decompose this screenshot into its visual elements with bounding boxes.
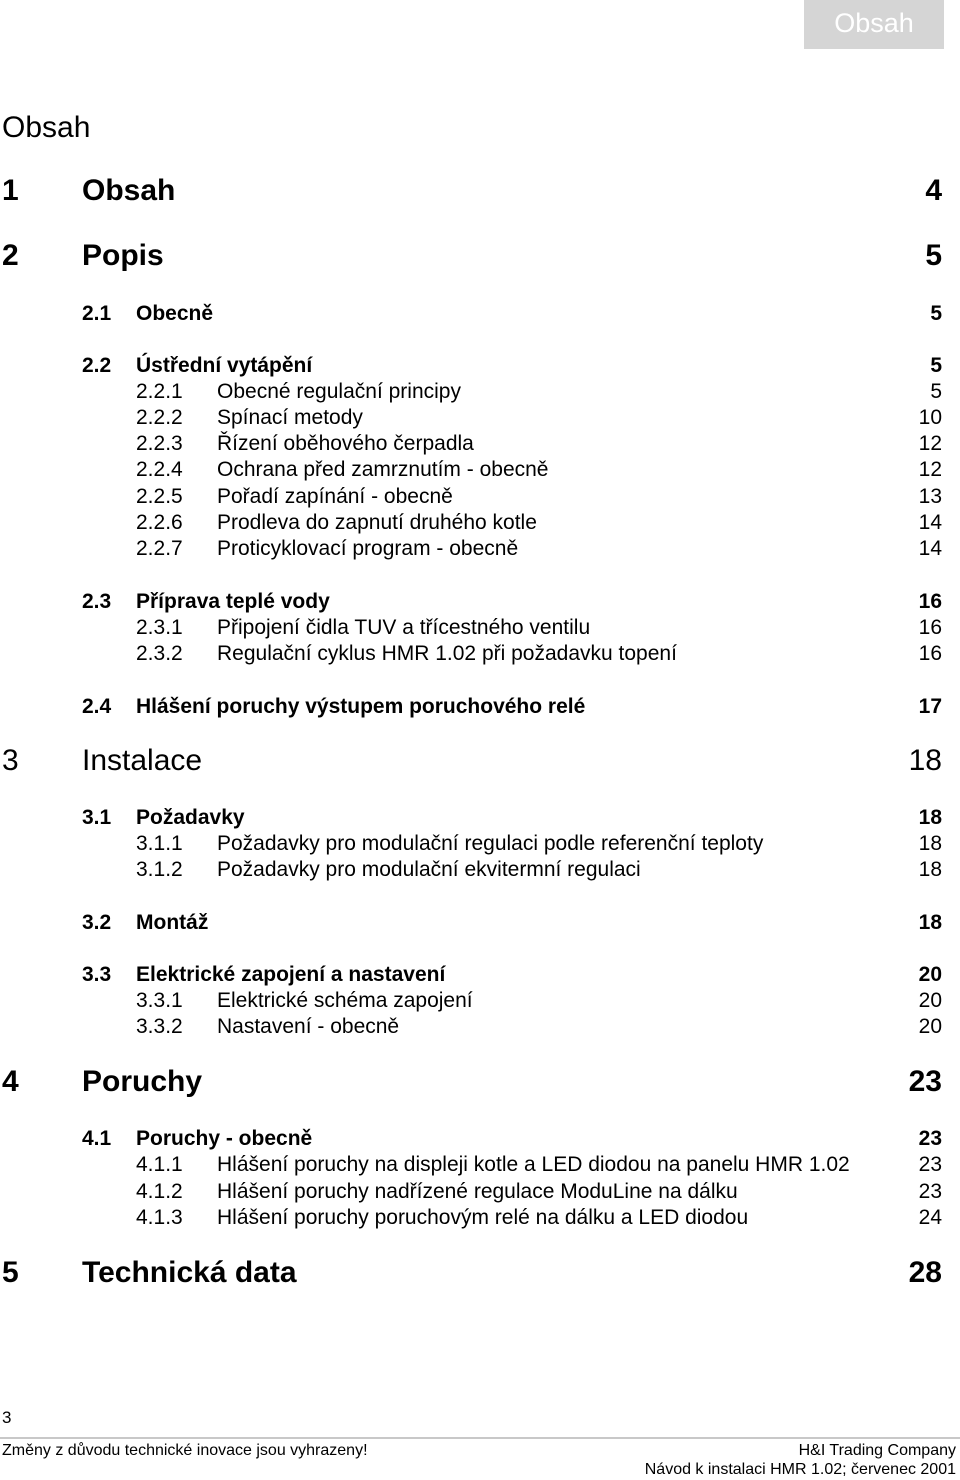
page-number: 3 [2, 1408, 12, 1427]
toc-title: Regulační cyklus HMR 1.02 při požadavku topení [217, 642, 677, 665]
header-section-tab: Obsah [804, 0, 944, 49]
toc-page: 16 [918, 642, 942, 665]
footer-disclaimer: Změny z důvodu technické inovace jsou vyhrazeny! [2, 1442, 368, 1459]
toc-page: 5 [930, 354, 942, 377]
toc-number: 2.2.3 [136, 432, 183, 455]
toc-number: 2.2.4 [136, 458, 183, 481]
toc-number: 2.4 [82, 695, 112, 718]
toc-number: 3.1.2 [136, 858, 183, 881]
toc-number: 3.1 [82, 806, 112, 829]
toc-page: 18 [918, 806, 942, 829]
toc-number: 2.2.5 [136, 485, 183, 508]
toc-title: Požadavky pro modulační regulaci podle referenční teploty [217, 832, 764, 855]
toc-page: 14 [918, 511, 942, 534]
toc-title: Spínací metody [217, 406, 363, 429]
toc-number: 3.3 [82, 963, 112, 986]
toc-title: Instalace [82, 744, 203, 777]
toc-title: Ústřední vytápění [136, 354, 313, 377]
toc-title: Poruchy [82, 1065, 203, 1098]
toc-title: Hlášení poruchy výstupem poruchového relé [136, 695, 586, 718]
toc-page: 24 [918, 1206, 942, 1229]
toc-page: 18 [908, 744, 942, 777]
toc-number: 5 [2, 1256, 19, 1289]
toc-number: 4.1.1 [136, 1153, 183, 1176]
toc-page: 18 [918, 832, 942, 855]
page-title: Obsah [2, 111, 91, 144]
toc-page: 23 [918, 1153, 942, 1176]
toc-number: 4 [2, 1065, 19, 1098]
toc-number: 2.3.1 [136, 616, 183, 639]
toc-number: 3.3.1 [136, 989, 183, 1012]
toc-title: Proticyklovací program - obecně [217, 537, 519, 560]
toc-title: Popis [82, 239, 164, 272]
toc-title: Technická data [82, 1256, 297, 1289]
toc-number: 3.3.2 [136, 1015, 183, 1038]
toc-page: 23 [918, 1180, 942, 1203]
footer-divider [0, 1437, 960, 1439]
toc-title: Požadavky [136, 806, 245, 829]
toc-page: 5 [930, 380, 942, 403]
toc-page: 23 [918, 1127, 942, 1150]
toc-number: 2.2.6 [136, 511, 183, 534]
toc-title: Poruchy - obecně [136, 1127, 313, 1150]
toc-title: Připojení čidla TUV a třícestného ventilu [217, 616, 591, 639]
toc-number: 2.1 [82, 302, 112, 325]
toc-number: 1 [2, 174, 19, 207]
toc-page: 5 [930, 302, 942, 325]
toc-title: Příprava teplé vody [136, 590, 330, 613]
toc-page: 28 [908, 1256, 942, 1289]
toc-page: 20 [918, 963, 942, 986]
toc-title: Hlášení poruchy na displeji kotle a LED diodou na panelu HMR 1.02 [217, 1153, 850, 1176]
toc-title: Požadavky pro modulační ekvitermní regulaci [217, 858, 641, 881]
toc-page: 20 [918, 1015, 942, 1038]
toc-number: 4.1.2 [136, 1180, 183, 1203]
toc-page: 16 [918, 616, 942, 639]
toc-title: Elektrické schéma zapojení [217, 989, 473, 1012]
toc-number: 3.1.1 [136, 832, 183, 855]
toc-page: 17 [918, 695, 942, 718]
toc-title: Hlášení poruchy nadřízené regulace ModuLine na dálku [217, 1180, 738, 1203]
toc-number: 2.2.2 [136, 406, 183, 429]
toc-number: 4.1.3 [136, 1206, 183, 1229]
toc-title: Pořadí zapínání - obecně [217, 485, 453, 508]
toc-number: 3 [2, 744, 19, 777]
toc-title: Ochrana před zamrznutím - obecně [217, 458, 549, 481]
toc-page: 12 [918, 432, 942, 455]
toc-number: 2.3.2 [136, 642, 183, 665]
toc-title: Obsah [82, 174, 176, 207]
toc-page: 13 [918, 485, 942, 508]
toc-number: 3.2 [82, 911, 112, 934]
toc-title: Montáž [136, 911, 209, 934]
toc-page: 18 [918, 911, 942, 934]
toc-page: 5 [925, 239, 942, 272]
toc-page: 12 [918, 458, 942, 481]
toc-number: 2.2.7 [136, 537, 183, 560]
toc-number: 2 [2, 239, 19, 272]
toc-page: 23 [908, 1065, 942, 1098]
toc-title: Obecné regulační principy [217, 380, 461, 403]
toc-page: 14 [918, 537, 942, 560]
toc-title: Elektrické zapojení a nastavení [136, 963, 446, 986]
toc-page: 16 [918, 590, 942, 613]
footer-company: H&I Trading Company [798, 1442, 956, 1459]
toc-title: Prodleva do zapnutí druhého kotle [217, 511, 537, 534]
toc-number: 2.2 [82, 354, 112, 377]
footer-manual-info: Návod k instalaci HMR 1.02; červenec 2001 [644, 1461, 956, 1478]
toc-title: Řízení oběhového čerpadla [217, 432, 474, 455]
toc-title: Hlášení poruchy poruchovým relé na dálku a LED diodou [217, 1206, 749, 1229]
toc-page: 20 [918, 989, 942, 1012]
toc-title: Nastavení - obecně [217, 1015, 400, 1038]
toc-title: Obecně [136, 302, 214, 325]
toc-number: 4.1 [82, 1127, 112, 1150]
toc-number: 2.2.1 [136, 380, 183, 403]
toc-page: 4 [925, 174, 942, 207]
toc-page: 10 [918, 406, 942, 429]
toc-page: 18 [918, 858, 942, 881]
toc-number: 2.3 [82, 590, 112, 613]
